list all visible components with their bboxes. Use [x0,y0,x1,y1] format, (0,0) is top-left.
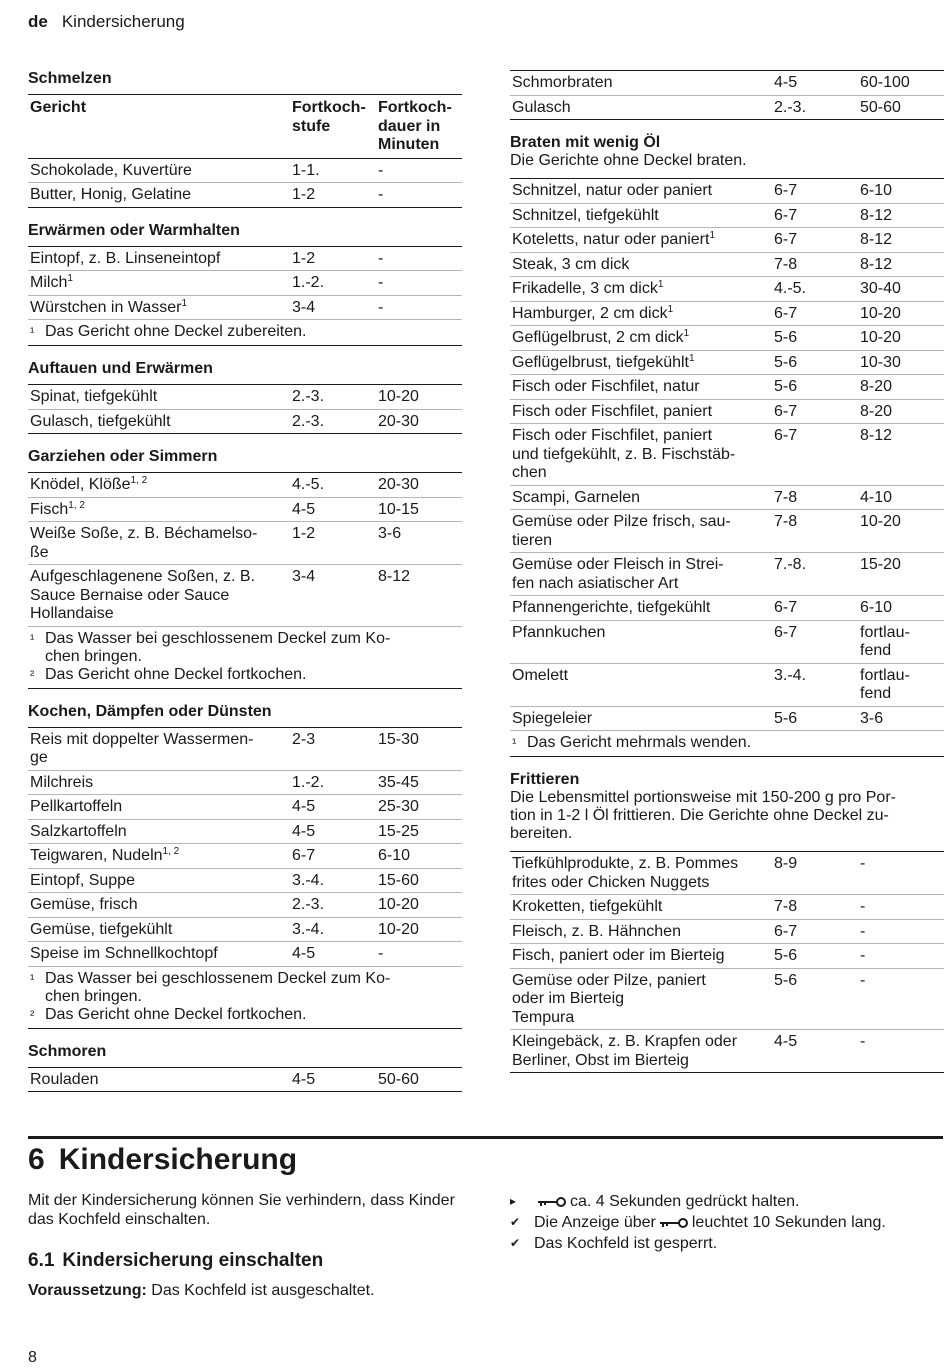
level-cell: 1.-2. [290,770,376,795]
level-cell: 5-6 [772,944,858,969]
footnote-text: Das Wasser bei geschlossenem Deckel zum Ko- chen bringen. [45,969,391,1005]
dish-cell: Fisch oder Fischfilet, paniert [510,399,772,424]
table-footnotes [28,320,462,346]
step-item [510,1233,886,1254]
duration-cell: - [858,944,944,969]
section-schmelzen [28,68,462,208]
duration-cell: 8-20 [858,375,944,400]
step-text: leuchtet 10 Sekunden lang. [691,1214,886,1231]
level-cell: 6-7 [772,399,858,424]
table-row [510,375,944,400]
duration-cell: 20-30 [376,409,462,434]
level-cell: 4.-5. [772,277,858,302]
footnote-text: Das Wasser bei geschlossenem Deckel zum Ko- chen bringen. [45,629,391,665]
dish-cell: Spiegeleier [510,706,772,731]
duration-cell: 8-12 [858,252,944,277]
level-cell: 8-9 [772,852,858,895]
duration-cell: 6-10 [376,844,462,869]
checkmark-icon: ✔ [510,1215,521,1229]
duration-cell: - [858,968,944,1030]
level-cell: 2-3 [290,728,376,771]
duration-cell: - [376,247,462,271]
level-cell: 1-2 [290,522,376,565]
dish-cell: Gemüse oder Pilze, paniert oder im Bierteig Tempura [510,968,772,1030]
level-cell: 4-5 [290,942,376,967]
table-row [510,179,944,203]
column-header: Gericht [28,95,290,158]
dish-cell: Frikadelle, 3 cm dick$^1$ [510,277,772,302]
section-frittieren [510,769,944,1073]
level-cell: 1.-2. [290,271,376,296]
table-row [28,409,462,434]
dish-cell: Salzkartoffeln [28,819,290,844]
duration-cell: 15-20 [858,553,944,596]
column-header: Fortkoch- stufe [290,95,376,158]
duration-cell: 8-12 [376,565,462,627]
duration-cell: - [376,942,462,967]
table-footnotes [510,731,944,757]
table-row [510,252,944,277]
dish-cell: Würstchen in Wasser$^1$ [28,295,290,320]
table-row [28,158,462,183]
right-column [510,70,944,1073]
dish-cell: Pfannengerichte, tiefgekühlt [510,596,772,621]
footnote-ref: 1, 2 [162,846,180,857]
subsection-heading [28,1250,323,1272]
level-cell: 3.-4. [290,917,376,942]
section-title: Garziehen oder Simmern [28,446,462,473]
level-cell: 4-5 [290,819,376,844]
footnote-ref: 1, 2 [68,499,85,511]
level-cell: 4-5 [290,795,376,820]
table-row [510,706,944,731]
duration-cell: 6-10 [858,596,944,621]
level-cell: 6-7 [772,596,858,621]
subsection-title: Kindersicherung einschalten [62,1250,324,1271]
dish-cell: Steak, 3 cm dick [510,252,772,277]
level-cell: 6-7 [772,620,858,663]
requirement [28,1282,375,1300]
duration-cell: 10-20 [376,385,462,409]
dish-cell: Fisch oder Fischfilet, paniert und tiefgekühlt, z. B. Fischstäb- chen [510,424,772,486]
table-row [28,473,462,497]
level-cell: 6-7 [772,203,858,228]
dish-cell: Fisch, paniert oder im Bierteig [510,944,772,969]
footnote-number: ² [30,1006,35,1022]
footnote-text: Das Gericht ohne Deckel fortkochen. [45,1005,307,1023]
duration-cell: 4-10 [858,485,944,510]
duration-cell: 3-6 [376,522,462,565]
level-cell: 2.-3. [290,409,376,434]
dish-cell: Aufgeschlagenene Soßen, z. B. Sauce Bernaise oder Sauce Hollandaise [28,565,290,627]
level-cell: 3-4 [290,565,376,627]
footnote [30,970,460,1006]
step-item [510,1191,886,1212]
table-header-row [28,95,462,158]
duration-cell: 8-12 [858,228,944,253]
section-auftauen [28,358,462,434]
dish-cell: Weiße Soße, z. B. Béchamelso- ße [28,522,290,565]
chapter-divider [28,1136,943,1139]
dish-cell: Gemüse oder Fleisch in Strei- fen nach asiatischer Art [510,553,772,596]
table-row [510,95,944,120]
cooking-table [28,473,462,627]
table-row [28,893,462,918]
table-row [28,868,462,893]
footnote [30,323,460,341]
page-header [28,12,185,32]
section-garziehen [28,446,462,689]
footnote-ref: 1 [689,352,695,364]
dish-cell: Kroketten, tiefgekühlt [510,895,772,920]
chapter-intro: Mit der Kindersicherung können Sie verhindern, dass Kinder das Kochfeld einschalten. [28,1192,455,1228]
dish-cell: Schnitzel, tiefgekühlt [510,203,772,228]
table-row [28,1068,462,1092]
section-braten [510,132,944,757]
table-row [28,565,462,627]
table-row [510,399,944,424]
level-cell: 6-7 [290,844,376,869]
dish-cell: Schnitzel, natur oder paniert [510,179,772,203]
subsection-number: 6.1 [28,1250,55,1271]
footnote-number: ¹ [30,630,35,646]
table-row [28,728,462,771]
section-schmoren [28,1041,462,1093]
dish-cell: Geflügelbrust, tiefgekühlt$^1$ [510,350,772,375]
dish-cell: Gulasch [510,95,772,120]
cooking-table [28,247,462,321]
footnote [30,630,460,666]
dish-cell: Gemüse oder Pilze frisch, sau- tieren [510,510,772,553]
section-title: Schmoren [28,1041,462,1068]
section-title: Kochen, Dämpfen oder Dünsten [28,701,462,728]
duration-cell: - [858,852,944,895]
level-cell: 7-8 [772,485,858,510]
table-row [510,277,944,302]
step-item [510,1212,886,1233]
dish-cell: Schokolade, Kuvertüre [28,158,290,183]
dish-cell: Gemüse, frisch [28,893,290,918]
footnote-ref: 1 [667,303,674,315]
cooking-table [28,728,462,967]
section-title: Braten mit wenig Öl [510,134,661,151]
duration-cell: - [858,1030,944,1073]
table-row [28,917,462,942]
cooking-table [28,385,462,434]
level-cell: 7-8 [772,510,858,553]
table-row [28,271,462,296]
footnote-number: ¹ [512,735,517,750]
table-row [510,620,944,663]
section-schmoren_cont [510,70,944,120]
duration-cell: 25-30 [376,795,462,820]
table-row [510,424,944,486]
duration-cell: 6-10 [858,179,944,203]
level-cell: 7-8 [772,252,858,277]
section-title: Frittieren [510,771,580,788]
level-cell: 3.-4. [772,663,858,706]
duration-cell: 15-60 [376,868,462,893]
footnote-text: Das Gericht ohne Deckel fortkochen. [45,665,307,683]
level-cell: 7.-8. [772,553,858,596]
footnote [30,1006,460,1024]
level-cell: 5-6 [772,706,858,731]
dish-cell: Omelett [510,663,772,706]
footnote-ref: 1, 2 [130,475,148,486]
table-row [510,203,944,228]
level-cell: 4.-5. [290,473,376,497]
step-list [510,1191,886,1254]
checkmark-icon: ✔ [510,1236,521,1250]
table-row [28,522,462,565]
dish-cell: Rouladen [28,1068,290,1092]
dish-cell: Schmorbraten [510,71,772,96]
requirement-text: Das Kochfeld ist ausgeschaltet. [146,1282,375,1299]
dish-cell: Hamburger, 2 cm dick$^1$ [510,301,772,326]
duration-cell: 10-30 [858,350,944,375]
header-title: Kindersicherung [61,12,185,31]
dish-cell: Scampi, Garnelen [510,485,772,510]
duration-cell: fortlau- fend [858,620,944,663]
duration-cell: 50-60 [376,1068,462,1092]
dish-cell: Teigwaren, Nudeln$^{1, 2}$ [28,844,290,869]
table-row [28,819,462,844]
dish-cell: Fisch oder Fischfilet, natur [510,375,772,400]
duration-cell: 8-20 [858,399,944,424]
duration-cell: 8-12 [858,424,944,486]
table-row [28,247,462,271]
section-note: Die Gerichte ohne Deckel braten. [510,152,944,179]
duration-cell: - [376,158,462,183]
table-row [510,895,944,920]
step-text: ca. 4 Sekunden gedrückt halten. [570,1193,800,1210]
chapter-number: 6 [28,1143,45,1176]
step-text: Die Anzeige über [534,1214,656,1231]
cooking-table [28,1068,462,1093]
duration-cell: - [376,271,462,296]
cooking-table [510,179,944,731]
page-number: 8 [28,1349,37,1366]
level-cell: 1-2 [290,247,376,271]
table-row [510,944,944,969]
key-lock-icon [659,1217,689,1229]
duration-cell: 10-20 [376,917,462,942]
table-row [28,497,462,522]
dish-cell: Eintopf, Suppe [28,868,290,893]
table-row [28,770,462,795]
table-row [510,553,944,596]
duration-cell: 30-40 [858,277,944,302]
table-row [28,795,462,820]
table-row [510,919,944,944]
level-cell: 1-1. [290,158,376,183]
duration-cell: 8-12 [858,203,944,228]
dish-cell: Gemüse, tiefgekühlt [28,917,290,942]
duration-cell: 50-60 [858,95,944,120]
table-row [28,385,462,409]
cooking-table [28,95,462,208]
dish-cell: Eintopf, z. B. Linseneintopf [28,247,290,271]
level-cell: 2.-3. [772,95,858,120]
dish-cell: Fleisch, z. B. Hähnchen [510,919,772,944]
table-footnotes [28,967,462,1029]
level-cell: 4-5 [290,497,376,522]
footnote-text: Das Gericht ohne Deckel zubereiten. [45,323,307,340]
dish-cell: Gulasch, tiefgekühlt [28,409,290,434]
dish-cell: Pfannkuchen [510,620,772,663]
dish-cell: Pellkartoffeln [28,795,290,820]
dish-cell: Kleingebäck, z. B. Krapfen oder Berliner, Obst im Bierteig [510,1030,772,1073]
duration-cell: 10-20 [858,301,944,326]
footnote-number: ² [30,666,35,682]
duration-cell: 15-30 [376,728,462,771]
column-header: Fortkoch- dauer in Minuten [376,95,462,158]
key-lock-icon [537,1196,567,1208]
section-title: Auftauen und Erwärmen [28,358,462,385]
duration-cell: 15-25 [376,819,462,844]
duration-cell: - [858,919,944,944]
footnote [30,666,460,684]
duration-cell: 10-20 [376,893,462,918]
footnote-ref: 1 [683,328,690,339]
dish-cell: Fisch$^{1, 2}$ [28,497,290,522]
level-cell: 2.-3. [290,385,376,409]
table-row [510,71,944,96]
left-column [28,68,462,1092]
dish-cell: Spinat, tiefgekühlt [28,385,290,409]
level-cell: 6-7 [772,228,858,253]
level-cell: 5-6 [772,326,858,351]
level-cell: 4-5 [772,71,858,96]
duration-cell: 10-20 [858,326,944,351]
cooking-table [510,70,944,120]
step-text: Das Kochfeld ist gesperrt. [534,1235,718,1252]
level-cell: 4-5 [772,1030,858,1073]
table-row [510,326,944,351]
section-kochen [28,701,462,1029]
section-title: Schmelzen [28,68,462,95]
level-cell: 1-2 [290,183,376,208]
duration-cell: - [376,295,462,320]
table-row [510,228,944,253]
footnote-ref: 1 [657,279,664,290]
language-code: de [28,12,48,31]
duration-cell: - [858,895,944,920]
cooking-table [510,852,944,1073]
level-cell: 6-7 [772,179,858,203]
footnote [512,734,942,752]
table-row [510,510,944,553]
table-row [510,350,944,375]
table-row [510,596,944,621]
duration-cell: 35-45 [376,770,462,795]
level-cell: 2.-3. [290,893,376,918]
duration-cell: 10-15 [376,497,462,522]
duration-cell: 3-6 [858,706,944,731]
dish-cell: Geflügelbrust, 2 cm dick$^1$ [510,326,772,351]
duration-cell: fortlau- fend [858,663,944,706]
table-row [510,1030,944,1073]
section-note: Die Lebensmittel portionsweise mit 150-200 g pro Por- tion in 1-2 l Öl frittieren. Die Gerichte ohne Deckel zu- bereiten. [510,789,944,852]
dish-cell: Koteletts, natur oder paniert$^1$ [510,228,772,253]
level-cell: 5-6 [772,350,858,375]
dish-cell: Speise im Schnellkochtopf [28,942,290,967]
duration-cell: 10-20 [858,510,944,553]
dish-cell: Reis mit doppelter Wassermen- ge [28,728,290,771]
table-row [28,942,462,967]
action-arrow-icon: ▸ [510,1194,517,1208]
footnote-number: ¹ [30,970,35,986]
level-cell: 3.-4. [290,868,376,893]
dish-cell: Tiefkühlprodukte, z. B. Pommes frites oder Chicken Nuggets [510,852,772,895]
level-cell: 6-7 [772,919,858,944]
table-footnotes [28,627,462,689]
duration-cell: - [376,183,462,208]
chapter-title: Kindersicherung [58,1143,298,1176]
table-row [510,485,944,510]
dish-cell: Butter, Honig, Gelatine [28,183,290,208]
duration-cell: 60-100 [858,71,944,96]
dish-cell: Knödel, Klöße$^{1, 2}$ [28,473,290,497]
level-cell: 5-6 [772,375,858,400]
footnote-number: ¹ [30,324,35,339]
table-row [510,968,944,1030]
level-cell: 7-8 [772,895,858,920]
section-title: Erwärmen oder Warmhalten [28,220,462,247]
table-row [510,301,944,326]
table-row [510,852,944,895]
table-row [28,844,462,869]
footnote-ref: 1 [709,230,716,241]
level-cell: 5-6 [772,968,858,1030]
level-cell: 3-4 [290,295,376,320]
section-erwaermen [28,220,462,347]
level-cell: 6-7 [772,424,858,486]
footnote-text: Das Gericht mehrmals wenden. [527,734,752,751]
dish-cell: Milchreis [28,770,290,795]
level-cell: 6-7 [772,301,858,326]
footnote-ref: 1 [67,273,73,284]
chapter-heading [28,1143,297,1177]
level-cell: 4-5 [290,1068,376,1092]
footnote-ref: 1 [181,297,188,309]
requirement-label: Voraussetzung: [28,1282,147,1299]
table-row [28,183,462,208]
table-row [510,663,944,706]
duration-cell: 20-30 [376,473,462,497]
dish-cell: Milch$^1$ [28,271,290,296]
table-row [28,295,462,320]
